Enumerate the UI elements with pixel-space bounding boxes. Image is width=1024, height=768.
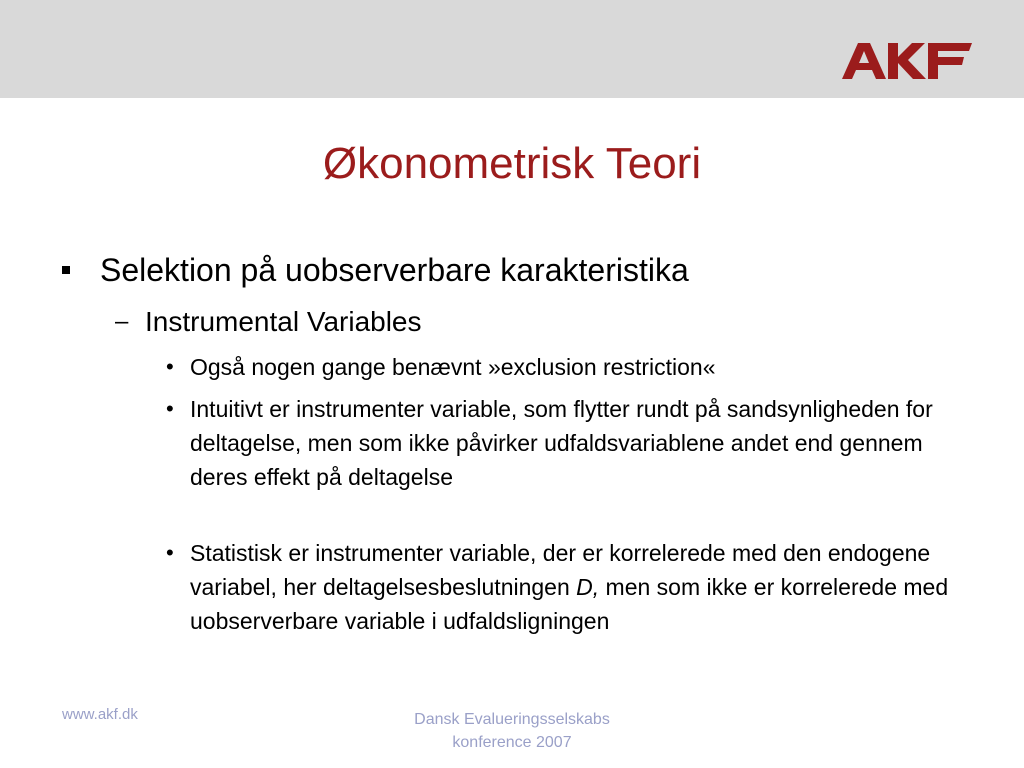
dot-bullet: • [166, 396, 174, 421]
footer-conference-line2: konference 2007 [452, 734, 572, 751]
dash-bullet: – [115, 308, 129, 335]
slide-title: Økonometrisk Teori [322, 139, 702, 188]
footer-conference-line1: Dansk Evalueringsselskabs [414, 711, 610, 728]
bullet-level1-text: Selektion på uobserverbare karakteristika [100, 252, 689, 288]
bullet-level2-text: Instrumental Variables [145, 306, 422, 337]
text-segment: Statistisk er instrumenter variable, der er korrelerede med den endogene variabel, her deltagelsesbeslutningen [190, 540, 931, 600]
dot-bullet: • [166, 354, 174, 379]
dot-bullet: • [166, 540, 174, 565]
bullet-level3-text [190, 536, 976, 638]
variable-d: D, [576, 574, 600, 600]
footer-website: www.akf.dk [62, 706, 138, 723]
footer-conference [362, 708, 662, 754]
akf-logo [842, 43, 972, 79]
bullet-level1 [62, 250, 962, 290]
bullet-level3-item [166, 392, 976, 494]
text-segment: men som ikke er korrelerede med uobserverbare variable i udfaldsligningen [190, 574, 949, 634]
bullet-level3-item [166, 350, 976, 384]
bullet-level3-item [166, 536, 976, 638]
bullet-level2 [115, 305, 975, 339]
header-band [0, 0, 1024, 98]
bullet-level3-text: Intuitivt er instrumenter variable, som flytter rundt på sandsynligheden for deltagelse, men som ikke påvirker udfaldsvariablene andet end gennem deres effekt på deltagelse [190, 396, 933, 490]
bullet-level3-text: Også nogen gange benævnt »exclusion restriction« [190, 354, 716, 380]
square-bullet-icon [62, 266, 74, 275]
